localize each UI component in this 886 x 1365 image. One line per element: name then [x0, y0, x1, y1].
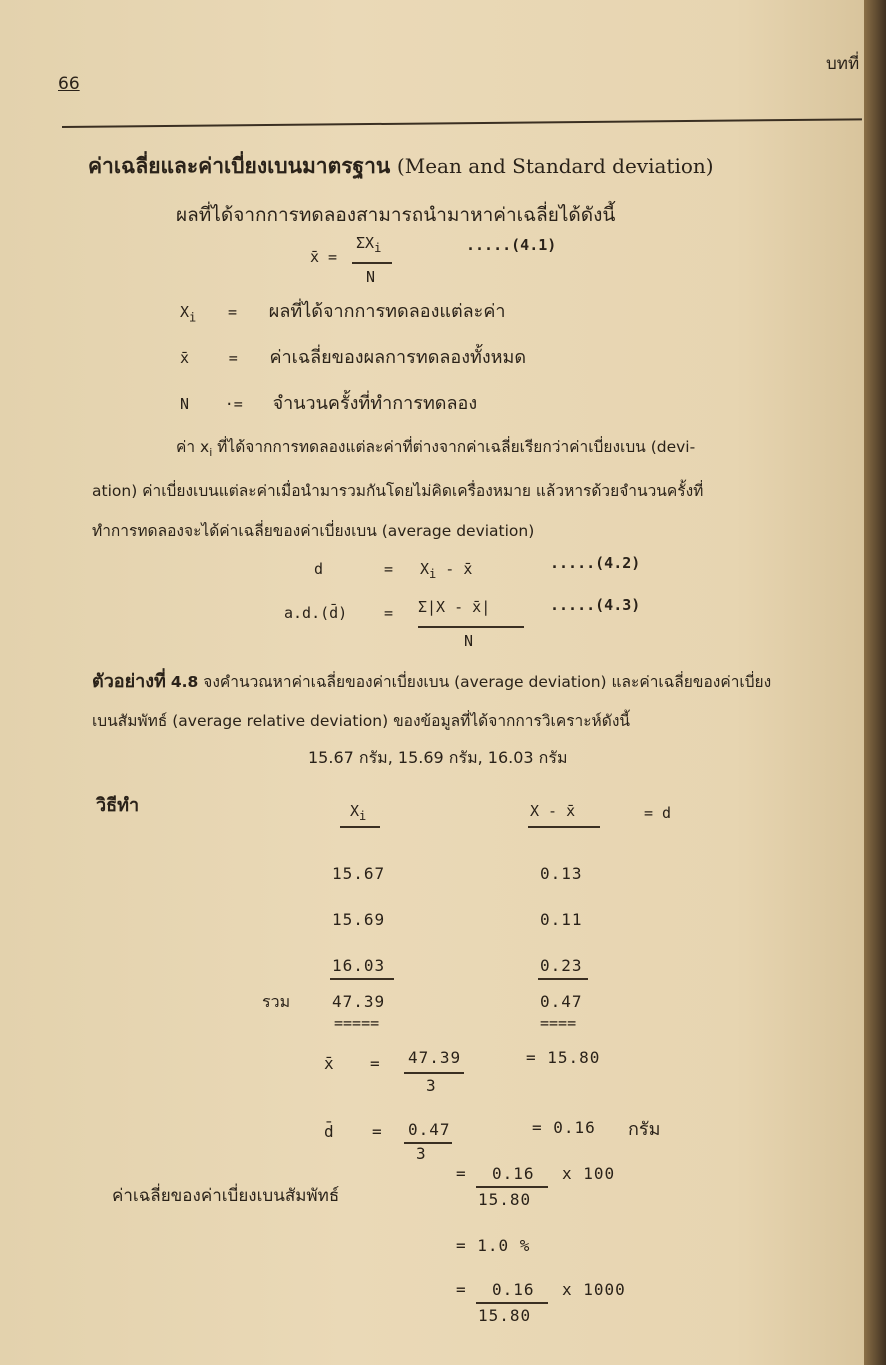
dbar-numerator: 0.47	[408, 1120, 451, 1139]
eq43-fraction-bar	[418, 626, 524, 628]
column-header-underline	[340, 826, 380, 828]
eq42-lhs: d	[314, 560, 324, 578]
definition-symbol: N	[180, 395, 190, 413]
paragraph-line: ation) ค่าเบี่ยงเบนแต่ละค่าเมื่อนำมารวมกันโดยไม่คิดเครื่องหมาย แล้วหารด้วยจำนวนครั้งที่	[92, 482, 704, 500]
table-cell-x: 15.67	[332, 864, 386, 883]
dbar-equals: =	[372, 1122, 382, 1141]
eq41-tag: .....(4.1)	[466, 236, 557, 254]
eq42-rhs-sub: i	[429, 567, 437, 581]
eq43-num-text: Σ|X - x̄|	[418, 598, 491, 616]
definition-symbol: x̄	[180, 349, 190, 367]
rel-step1-equals: =	[456, 1164, 466, 1183]
definition-text: ค่าเฉลี่ยของผลการทดลองทั้งหมด	[269, 347, 527, 368]
book-spine	[864, 0, 886, 1365]
paragraph-line: ทำการทดลองจะได้ค่าเฉลี่ยของค่าเบี่ยงเบน (average deviation)	[92, 522, 535, 540]
section-title-thai: ค่าเฉลี่ยและค่าเบี่ยงเบนมาตรฐาน	[88, 154, 391, 178]
eq41-lhs: x̄ =	[310, 248, 338, 266]
definition-equals: =	[228, 349, 238, 367]
paragraph-sub: i	[209, 446, 213, 460]
table-cell-d: 0.23	[540, 956, 583, 975]
sum-rule	[330, 978, 394, 980]
running-header: บทที่	[826, 54, 860, 74]
example-data: 15.67 กรัม, 15.69 กรัม, 16.03 กรัม	[308, 748, 568, 767]
paragraph-text: ค่า x	[176, 438, 210, 456]
rel-step3-denominator: 15.80	[478, 1306, 532, 1325]
table-cell-x: 15.69	[332, 910, 386, 929]
column-header-underline	[528, 826, 600, 828]
example-line	[92, 666, 771, 695]
eq42-tag: .....(4.2)	[550, 554, 641, 572]
eq41-num-text: ΣX	[356, 234, 375, 252]
eq43-lhs: a.d.(d̄)	[284, 604, 348, 622]
dbar-unit: กรัม	[628, 1119, 661, 1140]
solution-label: วิธีทำ	[96, 795, 140, 816]
sum-rule	[538, 978, 588, 980]
rel-step3-fraction-bar	[476, 1302, 548, 1304]
rel-step3-multiplier: x 1000	[562, 1280, 626, 1299]
intro-text: ผลที่ได้จากการทดลองสามารถนำมาหาค่าเฉลี่ยได้ดังนี้	[176, 204, 616, 226]
mean-denominator: 3	[426, 1076, 436, 1095]
paragraph-text: ที่ได้จากการทดลองแต่ละค่าที่ต่างจากค่าเฉลี่ยเรียกว่าค่าเบี่ยงเบน (devi-	[212, 438, 696, 456]
section-title	[88, 150, 714, 183]
rel-step1-numerator: 0.16	[492, 1164, 535, 1183]
eq42-rhs-text: X	[420, 560, 430, 578]
table-cell-d: 0.13	[540, 864, 583, 883]
definition-symbol-sub: i	[189, 310, 197, 325]
eq43-tag: .....(4.3)	[550, 596, 641, 614]
eq43-denominator: N	[464, 632, 474, 650]
definition-row	[180, 296, 506, 325]
column-header-d: = d	[644, 804, 672, 822]
mean-equals: =	[370, 1054, 380, 1073]
eq41-numerator	[356, 234, 381, 255]
definition-text: จำนวนครั้งที่ทำการทดลอง	[272, 393, 478, 414]
eq43-numerator	[418, 598, 490, 616]
sum-x: 47.39	[332, 992, 386, 1011]
definition-equals: =	[228, 303, 238, 321]
definition-row	[180, 342, 526, 371]
page-number: 66	[58, 74, 80, 94]
example-text: จงคำนวณหาค่าเฉลี่ยของค่าเบี่ยงเบน (average deviation) และค่าเฉลี่ยของค่าเบี่ยง	[203, 673, 772, 691]
mean-result: = 15.80	[526, 1048, 601, 1067]
example-label: ตัวอย่างที่	[92, 671, 166, 692]
dbar-fraction-bar	[404, 1142, 452, 1144]
example-number: 4.8	[170, 673, 199, 691]
column-header-deviation	[530, 802, 575, 820]
column-header-text: X	[350, 802, 360, 820]
mean-fraction-bar	[404, 1072, 464, 1074]
dbar-denominator: 3	[416, 1144, 426, 1163]
eq41-num-sub: i	[374, 241, 382, 255]
sum-d: 0.47	[540, 992, 583, 1011]
rel-step1-fraction-bar	[476, 1186, 548, 1188]
rel-step3-numerator: 0.16	[492, 1280, 535, 1299]
rel-step1-multiplier: x 100	[562, 1164, 616, 1183]
table-cell-d: 0.11	[540, 910, 583, 929]
mean-lhs: x̄	[324, 1054, 334, 1073]
rel-step1-denominator: 15.80	[478, 1190, 532, 1209]
double-rule: ====	[540, 1014, 577, 1032]
eq42-equals: =	[384, 560, 394, 578]
column-header-sub: i	[359, 809, 367, 823]
definition-row	[180, 388, 477, 417]
definition-equals: ·=	[224, 395, 243, 413]
dbar-result: = 0.16	[532, 1118, 596, 1137]
double-rule: =====	[334, 1014, 380, 1032]
rel-step2: = 1.0 %	[456, 1236, 531, 1255]
eq42-rhs	[420, 560, 472, 581]
column-header-xi	[350, 802, 366, 823]
sum-label: รวม	[262, 992, 291, 1011]
eq42-rhs-text: - x̄	[445, 560, 473, 578]
eq43-equals: =	[384, 604, 394, 622]
section-title-english: (Mean and Standard deviation)	[396, 154, 714, 178]
dbar-lhs: d̄	[324, 1122, 334, 1141]
example-line: เบนสัมพัทธ์ (average relative deviation) ของข้อมูลที่ได้จากการวิเคราะห์ดังนี้	[92, 712, 630, 730]
table-cell-x: 16.03	[332, 956, 386, 975]
relative-deviation-label: ค่าเฉลี่ยของค่าเบี่ยงเบนสัมพัทธ์	[112, 1186, 340, 1206]
column-header-text: X - x̄	[530, 802, 576, 820]
definition-text: ผลที่ได้จากการทดลองแต่ละค่า	[268, 301, 506, 322]
eq41-fraction-bar	[352, 262, 392, 264]
mean-numerator: 47.39	[408, 1048, 462, 1067]
paragraph-line	[176, 434, 695, 459]
eq41-denominator: N	[366, 268, 376, 286]
rel-step3-equals: =	[456, 1280, 466, 1299]
definition-symbol: X	[180, 303, 190, 321]
